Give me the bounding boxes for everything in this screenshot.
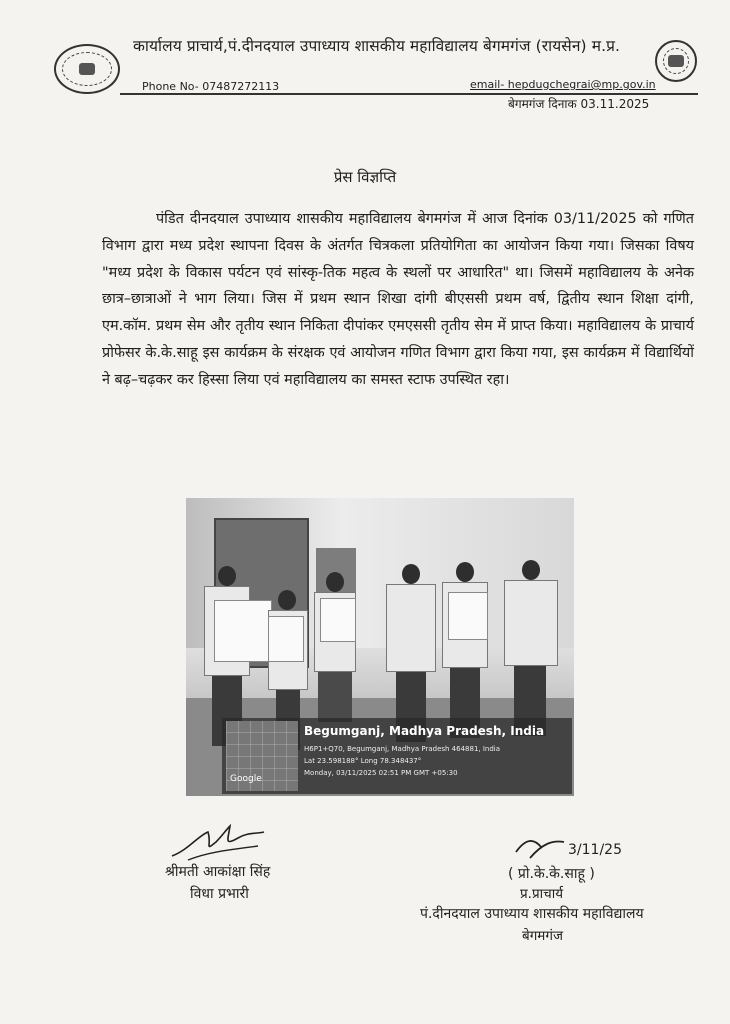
document-heading: प्रेस विज्ञप्ति xyxy=(333,168,397,186)
right-signatory-college: पं.दीनदयाल उपाध्याय शासकीय महाविद्यालय xyxy=(420,906,644,922)
right-signatory-role: प्र.प्राचार्य xyxy=(520,886,564,902)
right-signature-date: 3/11/25 xyxy=(568,842,622,858)
college-seal-icon xyxy=(54,44,120,94)
geotag-timestamp: Monday, 03/11/2025 02:51 PM GMT +05:30 xyxy=(304,769,458,777)
phone-number: Phone No- 07487272113 xyxy=(142,80,280,93)
portrait-emblem-icon xyxy=(655,40,697,82)
right-signatory-place: बेगमगंज xyxy=(522,928,563,944)
geotag-location: Begumganj, Madhya Pradesh, India xyxy=(304,724,545,738)
right-signature-icon xyxy=(512,828,632,868)
issue-date: बेगमगंज दिनाक 03.11.2025 xyxy=(508,97,650,111)
left-signature-icon xyxy=(168,822,268,866)
event-photo xyxy=(186,498,574,796)
geotag-coordinates: Lat 23.598188° Long 78.348437° xyxy=(304,757,422,765)
email-address: email- hepdugchegrai@mp.gov.in xyxy=(470,78,656,91)
map-provider-label: Google xyxy=(230,774,262,784)
left-signatory-name: श्रीमती आकांक्षा सिंह xyxy=(165,864,271,880)
press-release-body: पंडित दीनदयाल उपाध्याय शासकीय महाविद्यालय बेगमगंज में आज दिनांक 03/11/2025 को गणित विभाग द्वारा मध्य प्रदेश स्थापना दिवस के अंतर्गत चित्रकला प्रतियोगिता का आयोजन किया गया। जिसका विषय "मध्य प्रदेश के विकास पर्यटन एवं सांस्कृ-तिक महत्व के स्थलों पर आधारित" था। जिसमें महाविद्यालय के अनेक छात्र–छात्राओं ने भाग लिया। जिस में प्रथम स्थान शिखा दांगी बीएससी प्रथम वर्ष, द्वितीय स्थान शिक्षा दांगी, एम.कॉम. प्रथम सेम और तृतीय स्थान निकिता दीपांकर एमएससी तृतीय सेम में प्राप्त किया। महाविद्यालय के प्राचार्य प्रोफेसर के.के.साहू इस कार्यक्रम के संरक्षक एवं आयोजन गणित विभाग द्वारा किया गया, इस कार्यक्रम में विद्यार्थियों ने बढ़–चढ़कर कर हिस्सा लिया एवं महाविद्यालय का समस्त स्टाफ उपस्थित रहा। xyxy=(102,211,694,388)
right-signatory-name: ( प्रो.के.के.साहू ) xyxy=(508,866,595,882)
letterhead-title: कार्यालय प्राचार्य,पं.दीनदयाल उपाध्याय शासकीय महाविद्यालय बेगमगंज (रायसेन) म.प्र. xyxy=(133,37,621,55)
left-signatory-role: विधा प्रभारी xyxy=(190,886,249,902)
geotag-address: H6P1+Q70, Begumganj, Madhya Pradesh 464881, India xyxy=(304,745,501,753)
